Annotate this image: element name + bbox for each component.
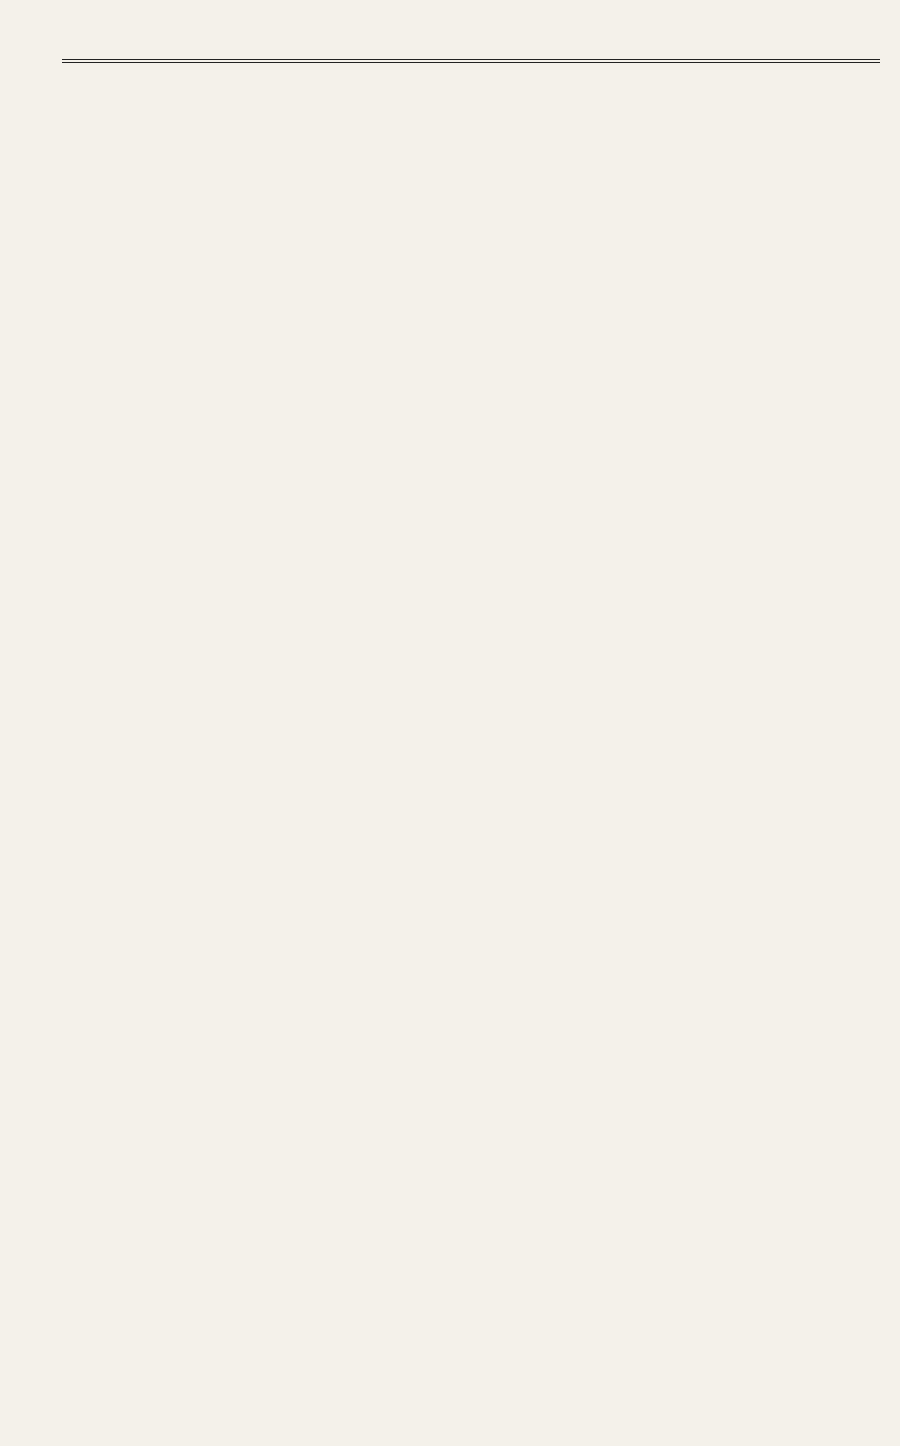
header-rule	[62, 59, 880, 63]
right-column	[466, 74, 880, 108]
page-header	[0, 18, 900, 50]
left-column	[32, 74, 442, 124]
